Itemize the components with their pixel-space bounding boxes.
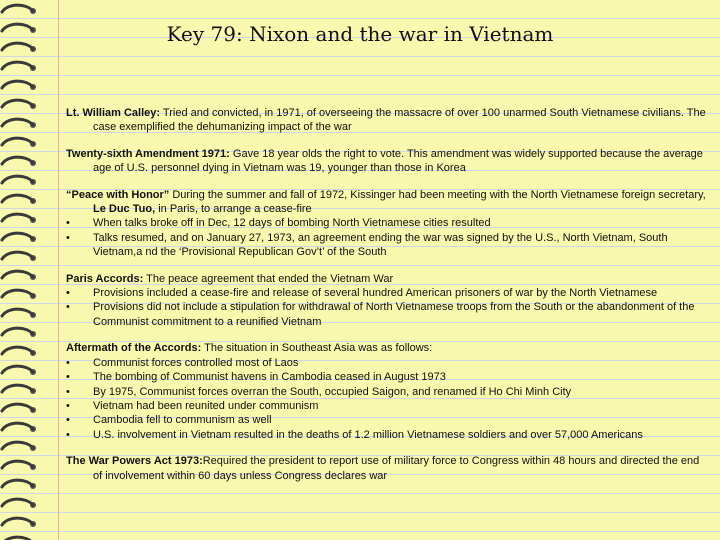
list-item bbox=[66, 370, 706, 384]
bullet-icon: • bbox=[66, 217, 70, 230]
war-powers-text: Required the president to report use of military force to Congress within 48 hours and directed the end of involvement within 60 days unless Congress declares war bbox=[93, 455, 700, 482]
spiral-ring bbox=[2, 423, 33, 430]
section-aftermath bbox=[66, 341, 706, 442]
bullet-text: When talks broke off in Dec, 12 days of bombing North Vietnamese cities resulted bbox=[93, 217, 491, 230]
page-title: Key 79: Nixon and the war in Vietnam bbox=[166, 22, 554, 46]
calley-text: Tried and convicted, in 1971, of overseeing the massacre of over 100 unarmed South Vietnamese civilians. The case exemplified the dehumanizing impact of the war bbox=[93, 107, 706, 134]
paris-heading: Paris Accords: bbox=[66, 272, 144, 285]
peace-text-after: in Paris, to arrange a cease-fire bbox=[158, 203, 312, 216]
spiral-ring bbox=[2, 404, 33, 411]
war-powers-heading: The War Powers Act 1973: bbox=[66, 455, 203, 468]
bullet-icon: • bbox=[66, 371, 70, 384]
bullet-text: Provisions included a cease-fire and release of several hundred American prisoners of war by the North Vietnamese bbox=[93, 287, 658, 300]
section-war-powers-act bbox=[66, 454, 706, 483]
spiral-ring bbox=[2, 157, 33, 164]
spiral-ring bbox=[2, 385, 33, 392]
list-item bbox=[66, 300, 706, 329]
spiral-ring bbox=[2, 366, 33, 373]
section-calley bbox=[66, 106, 706, 135]
spiral-ring bbox=[2, 5, 33, 12]
bullet-text: By 1975, Communist forces overran the South, occupied Saigon, and renamed if Ho Chi Minh City bbox=[93, 385, 572, 398]
spiral-ring bbox=[2, 62, 33, 69]
spiral-ring bbox=[2, 480, 33, 487]
bullet-text: Talks resumed, and on January 27, 1973, an agreement ending the war was signed by the U.S., North Vietnam, South Vietnam,a nd the ‘Provisional Republican Gov’t’ of the South bbox=[93, 231, 668, 259]
bullet-icon: • bbox=[66, 356, 70, 369]
spiral-ring bbox=[2, 176, 33, 183]
spiral-ring bbox=[2, 499, 33, 506]
margin-line bbox=[58, 0, 59, 540]
spiral-ring bbox=[2, 100, 33, 107]
spiral-ring bbox=[2, 214, 33, 221]
paris-intro bbox=[66, 272, 706, 286]
bullet-icon: • bbox=[66, 231, 70, 244]
bullet-text: The bombing of Communist havens in Cambodia ceased in August 1973 bbox=[93, 371, 446, 384]
list-item bbox=[66, 356, 706, 370]
bullet-icon: • bbox=[66, 414, 70, 427]
spiral-ring bbox=[2, 518, 33, 525]
paris-text: The peace agreement that ended the Vietnam War bbox=[146, 272, 394, 285]
spiral-ring bbox=[2, 233, 33, 240]
list-item bbox=[66, 385, 706, 399]
bullet-text: Communist forces controlled most of Laos bbox=[93, 356, 299, 369]
bullet-text: U.S. involvement in Vietnam resulted in the deaths of 1.2 million Vietnamese soldiers and over 57,000 Americans bbox=[93, 428, 643, 441]
section-amendment-26 bbox=[66, 147, 706, 176]
list-item bbox=[66, 428, 706, 442]
amendment-heading: Twenty-sixth Amendment 1971: bbox=[66, 147, 230, 160]
spiral-ring bbox=[2, 347, 33, 354]
peace-heading: “Peace with Honor” bbox=[66, 188, 170, 201]
list-item bbox=[66, 286, 706, 300]
bullet-text: Cambodia fell to communism as well bbox=[93, 414, 272, 427]
spiral-ring bbox=[2, 309, 33, 316]
section-peace-with-honor bbox=[66, 188, 706, 260]
spiral-ring bbox=[2, 195, 33, 202]
le-duc-tho-name: Le Duc Tuo, bbox=[93, 203, 156, 216]
bullet-icon: • bbox=[66, 287, 70, 300]
calley-heading: Lt. William Calley: bbox=[66, 107, 161, 119]
spiral-ring bbox=[2, 252, 33, 259]
bullet-text: Provisions did not include a stipulation for withdrawal of North Vietnamese troops from the South or the abandonment of the Communist commitment to a reunified Vietnam bbox=[93, 301, 695, 328]
bullet-text: Vietnam had been reunited under communism bbox=[93, 399, 319, 412]
spiral-ring bbox=[2, 138, 33, 145]
list-item bbox=[66, 216, 706, 230]
spiral-ring bbox=[2, 290, 33, 297]
spiral-binding bbox=[0, 0, 44, 540]
spiral-ring bbox=[2, 442, 33, 449]
peace-intro bbox=[66, 188, 706, 217]
section-paris-accords bbox=[66, 272, 706, 330]
aftermath-heading: Aftermath of the Accords: bbox=[66, 342, 202, 355]
bullet-icon: • bbox=[66, 399, 70, 412]
notes-content bbox=[66, 106, 706, 495]
spiral-ring bbox=[2, 271, 33, 278]
bullet-icon: • bbox=[66, 385, 70, 398]
aftermath-text: The situation in Southeast Asia was as follows: bbox=[204, 342, 433, 355]
list-item bbox=[66, 399, 706, 413]
peace-text-before: During the summer and fall of 1972, Kissinger had been meeting with the North Vietnamese foreign secretary, bbox=[172, 188, 706, 201]
bullet-icon: • bbox=[66, 428, 70, 441]
bullet-icon: • bbox=[66, 301, 70, 314]
spiral-ring bbox=[2, 119, 33, 126]
amendment-text: Gave 18 year olds the right to vote. This amendment was widely supported because the average age of U.S. personnel dying in Vietnam was 19, younger than those in Korea bbox=[93, 147, 703, 175]
spiral-ring bbox=[2, 81, 33, 88]
aftermath-intro bbox=[66, 341, 706, 355]
spiral-ring bbox=[2, 461, 33, 468]
spiral-ring bbox=[2, 328, 33, 335]
list-item bbox=[66, 231, 706, 260]
list-item bbox=[66, 413, 706, 427]
